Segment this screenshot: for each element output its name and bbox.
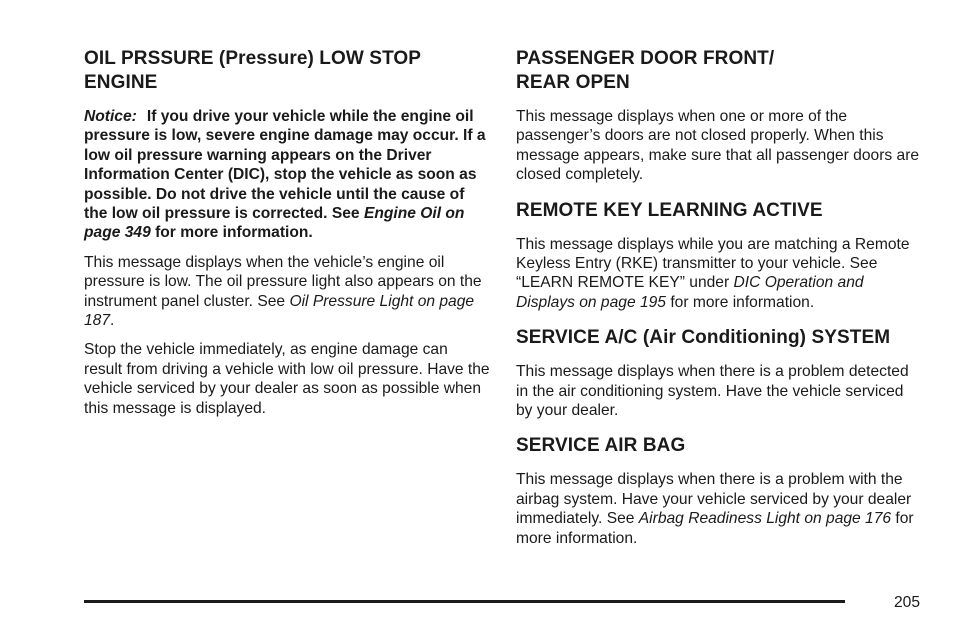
right-column: [516, 47, 922, 558]
left-column: [84, 47, 490, 428]
footer-rule: [84, 600, 845, 603]
airbag-readiness-reference: Airbag Readiness Light on page 176: [638, 510, 892, 528]
oil-pressure-notice: [84, 107, 490, 243]
oil-pressure-light-reference: Oil Pressure Light on page 187: [84, 292, 475, 330]
oil-pressure-paragraph-1: [84, 253, 490, 331]
oil-pressure-heading: OIL PRSSURE (Pressure) LOW STOP ENGINE: [84, 48, 421, 93]
remote-key-text: This message displays while you are matching a Remote Keyless Entry (RKE) transmitter to your vehicle. See “LEARN REMOTE KEY” under: [516, 235, 910, 292]
remote-key-paragraph: [516, 235, 922, 313]
remote-key-heading: REMOTE KEY LEARNING ACTIVE: [516, 199, 823, 221]
dic-operation-reference: DIC Operation and Displays on page 195: [516, 274, 864, 311]
notice-label: Notice:: [84, 108, 137, 125]
passenger-door-heading-line2: REAR OPEN: [516, 72, 630, 93]
oil-pressure-paragraph-2: Stop the vehicle immediately, as engine damage can result from driving a vehicle with low oil pressure. Have the vehicle serviced by your dealer as soon as possible when this message is displayed.: [84, 341, 490, 417]
notice-tail: for more information.: [150, 224, 313, 242]
service-ac-heading: SERVICE A/C (Air Conditioning) SYSTEM: [516, 327, 891, 349]
service-ac-text: This message displays when there is a problem detected in the air conditioning system. Have the vehicle serviced by your dealer.: [516, 363, 909, 420]
notice-text: If you drive your vehicle while the engine oil pressure is low, severe engine damage may occur. If a low oil pressure warning appears on the Driver Information Center (DIC), stop the vehicle as soon as possible. Do not drive the vehicle until the cause of the low oil pressure is corrected. See: [84, 108, 486, 223]
passenger-door-heading-line1: PASSENGER DOOR FRONT/: [516, 48, 775, 69]
service-air-bag-paragraph: [516, 470, 922, 548]
remote-key-tail: for more information.: [665, 293, 815, 311]
air-bag-text: This message displays when there is a problem with the airbag system. Have your vehicle serviced by your dealer immediately. See: [516, 471, 912, 528]
service-air-bag-heading: SERVICE AIR BAG: [516, 435, 686, 457]
passenger-door-heading: [516, 47, 922, 95]
engine-oil-reference: Engine Oil on page 349: [84, 205, 465, 242]
passenger-door-text: This message displays when one or more of the passenger’s doors are not closed properly. When this message appears, make sure that all passenger doors are closed completely.: [516, 108, 920, 184]
air-bag-tail: for more information.: [516, 510, 914, 547]
page-number: 205: [893, 594, 920, 611]
oil-p1-tail: .: [110, 312, 115, 330]
oil-p1-text: This message displays when the vehicle’s engine oil pressure is low. The oil pressure light also appears on the instrument panel cluster. See: [84, 253, 482, 310]
